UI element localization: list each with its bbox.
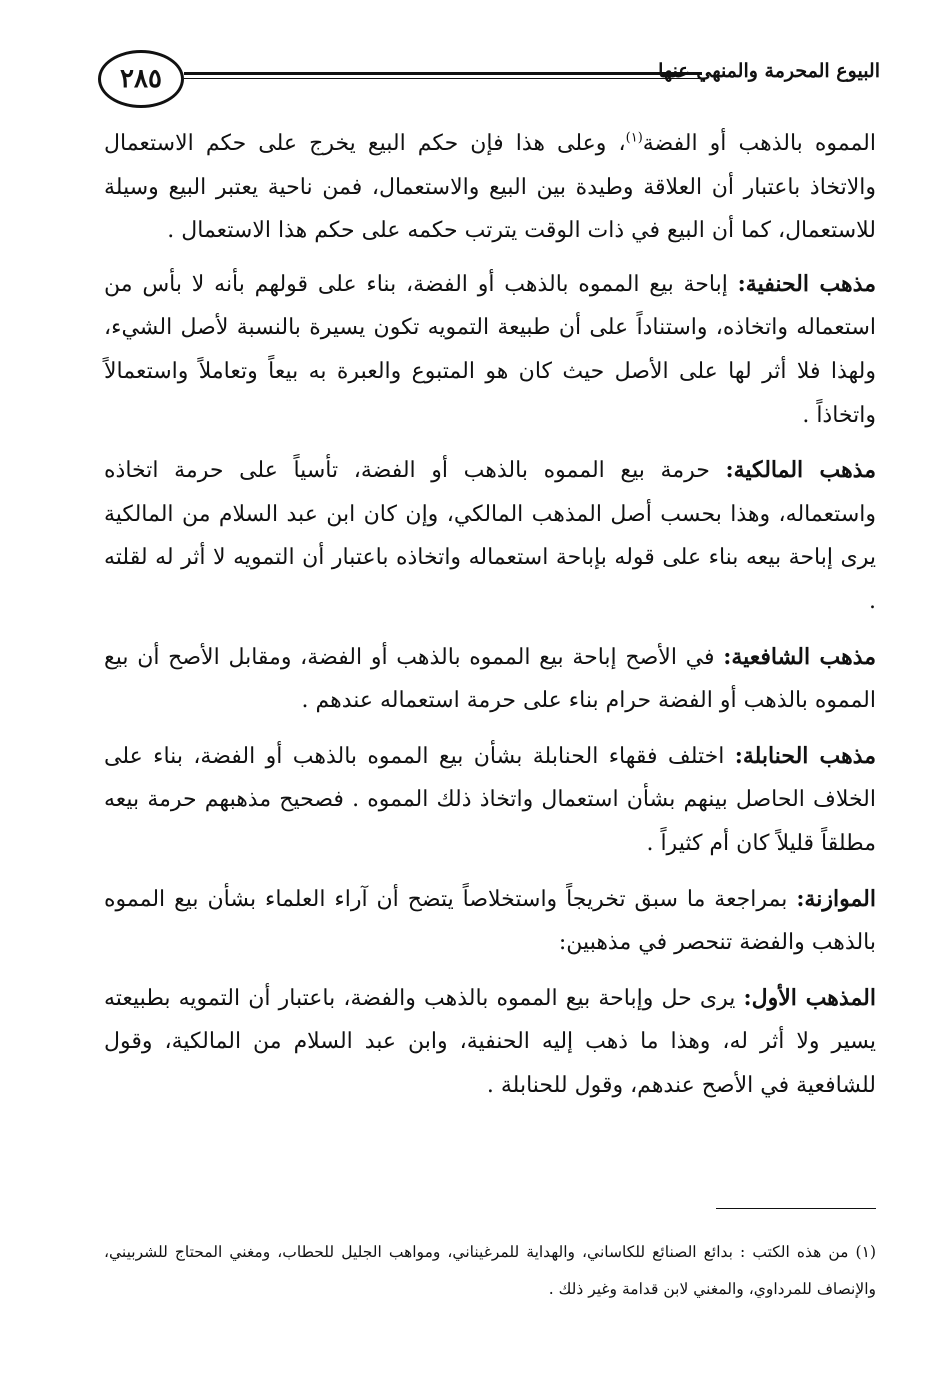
footnotes: [104, 1234, 876, 1308]
header-rule-thin: [184, 78, 702, 79]
header-rule-thick: [184, 72, 702, 75]
paragraph-label: مذهب الشافعية:: [723, 643, 877, 670]
paragraph-maliki: [104, 449, 876, 623]
paragraph-text: اختلف فقهاء الحنابلة بشأن بيع المموه بالذهب أو الفضة، بناء على الخلاف الحاصل بينهم بشأن استعمال واتخاذ ذلك المموه . فصحيح مذهبهم حرمة بيعه مطلقاً قليلاً كان أم كثيراً .: [104, 743, 876, 856]
paragraph-text-before-ref: المموه بالذهب أو الفضة: [642, 131, 876, 156]
footnote: [104, 1234, 876, 1308]
paragraph-label: مذهب الحنفية:: [737, 270, 876, 297]
footnote-separator: [716, 1208, 876, 1209]
paragraph-comparison: [104, 878, 876, 965]
paragraph-text: يرى حل وإباحة بيع المموه بالذهب والفضة، باعتبار أن التمويه بطبيعته يسير ولا أثر له، وهذا ما ذهب إليه الحنفية، وابن عبد السلام من المالكية، وقول للشافعية في الأصح عندهم، وقول للحنابلة .: [104, 985, 876, 1098]
paragraph-text: ، وعلى هذا فإن حكم البيع يخرج على حكم الاستعمال والاتخاذ باعتبار أن العلاقة وطيدة بين البيع والاستعمال، فمن ناحية يعتبر البيع وسيلة للاستعمال، كما أن البيع في ذات الوقت يترتب حكمه على حكم هذا الاستعمال .: [104, 131, 876, 244]
paragraph-hanbali: [104, 735, 876, 866]
body-text: [104, 122, 876, 1119]
paragraph-text: إباحة بيع المموه بالذهب أو الفضة، بناء على قولهم بأنه لا بأس من استعماله واتخاذه، واستناداً على أن طبيعة التمويه تكون يسيرة بالنسبة لأصل الشيء، ولهذا فلا أثر لها على الأصل حيث كان هو المتبوع والعبرة به بيعاً وتعاملاً واستعمالاً واتخاذاً .: [104, 271, 876, 428]
paragraph-intro: [104, 122, 876, 253]
paragraph-label: الموازنة:: [796, 885, 876, 912]
paragraph-shafii: [104, 636, 876, 723]
page-number: ٢٨٥: [120, 64, 162, 94]
footnote-reference: (١): [625, 130, 643, 146]
footnote-text: من هذه الكتب : بدائع الصنائع للكاساني، والهداية للمرغيناني، ومواهب الجليل للحطاب، ومغني المحتاج للشربيني، والإنصاف للمرداوي، والمغني لابن قدامة وغير ذلك .: [104, 1243, 876, 1298]
page-header: [96, 44, 880, 108]
paragraph-text: بمراجعة ما سبق تخريجاً واستخلاصاً يتضح أن آراء العلماء بشأن بيع المموه بالذهب والفضة تنحصر في مذهبين:: [104, 886, 876, 956]
paragraph-label: المذهب الأول:: [743, 984, 876, 1011]
footnote-marker: (١): [855, 1243, 876, 1261]
paragraph-label: مذهب الحنابلة:: [734, 742, 876, 769]
running-title: البيوع المحرمة والمنهي عنها: [658, 60, 880, 82]
paragraph-text: في الأصح إباحة بيع المموه بالذهب أو الفضة، ومقابل الأصح أن بيع المموه بالذهب أو الفضة حرام بناء على حرمة استعماله عندهم .: [104, 644, 876, 714]
paragraph-hanafi: [104, 263, 876, 437]
paragraph-label: مذهب المالكية:: [725, 457, 876, 484]
paragraph-text: حرمة بيع المموه بالذهب أو الفضة، تأسياً على حرمة اتخاذه واستعماله، وهذا بحسب أصل المذهب المالكي، وإن كان ابن عبد السلام من المالكية يرى إباحة بيعه بناء على قوله بإباحة استعماله واتخاذه باعتبار أن التمويه لا أثر له لقلته .: [104, 458, 876, 614]
paragraph-first-opinion: [104, 977, 876, 1108]
page-number-oval: [98, 50, 184, 108]
